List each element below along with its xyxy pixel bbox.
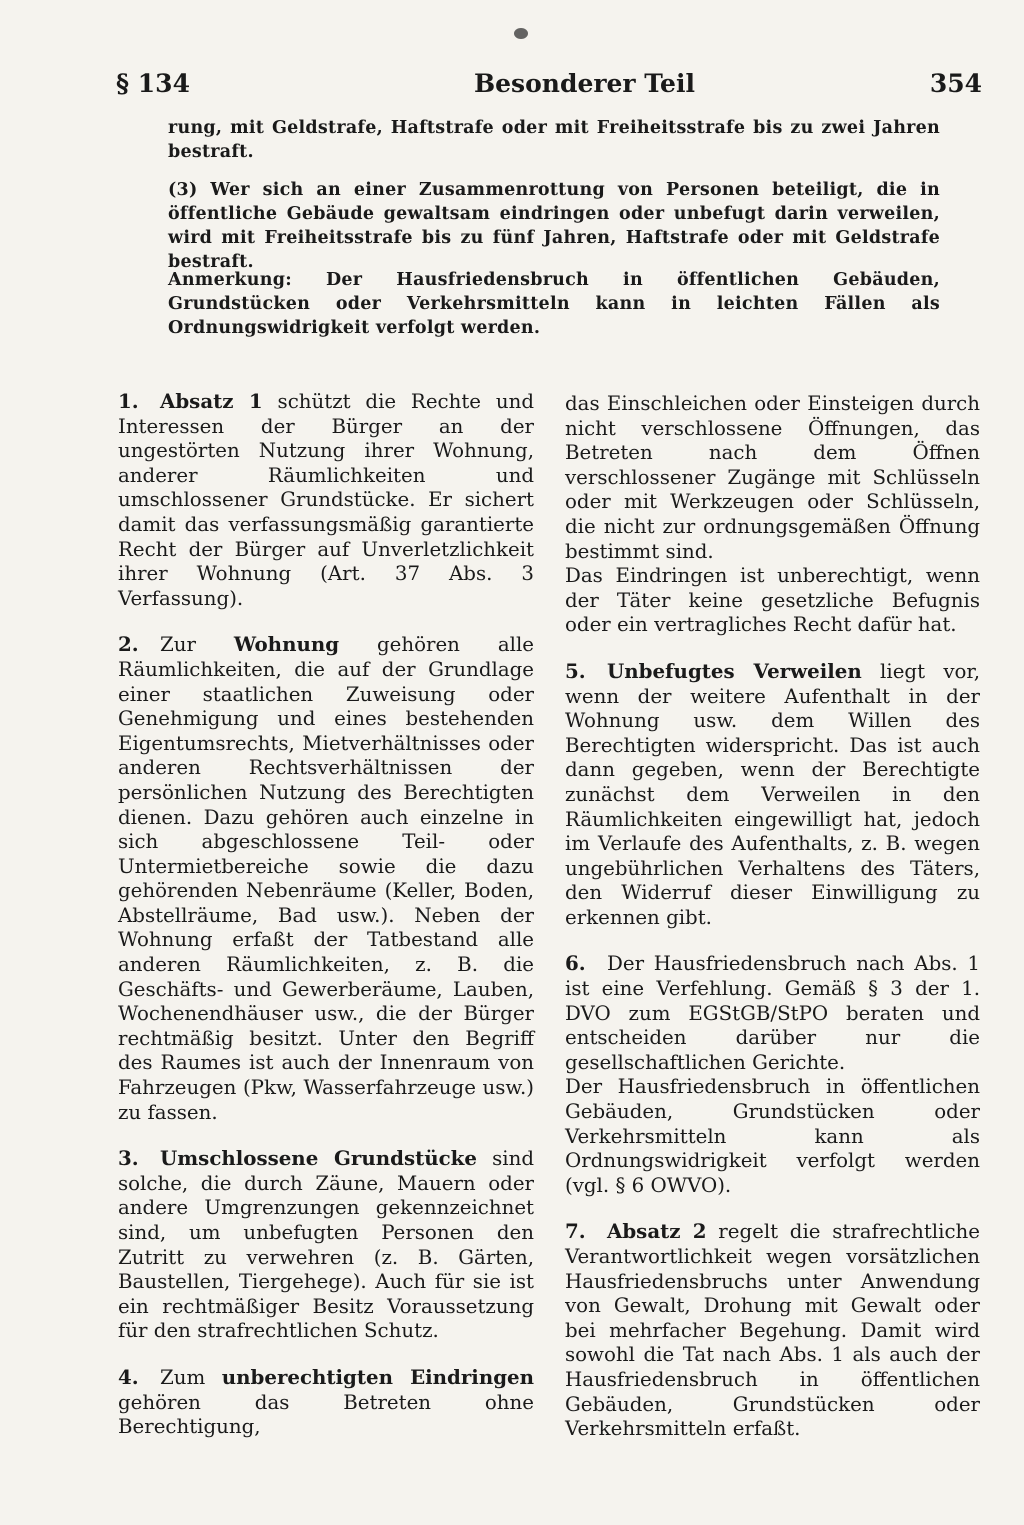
item-term: unberechtigten Eindringen (221, 1364, 535, 1389)
commentary-item-4 (118, 1365, 534, 1440)
item-pre: Zum (160, 1365, 222, 1389)
commentary-item-1 (118, 389, 534, 611)
item-number: 4. (118, 1364, 139, 1389)
commentary-column-left (118, 389, 534, 1440)
law-paragraph-text: (3) Wer sich an einer Zusammenrottung von Personen beteiligt, die in öffentliche Gebäude gewaltsam eindringen oder unbefugt darin verweilen, wird mit Freiheitsstrafe bis zu fünf Jahren, Haftstrafe oder mit Geldstrafe bestraft. (168, 180, 940, 272)
item-number: 1. (118, 389, 139, 413)
item-number: 6. (565, 951, 586, 976)
law-note-text: Anmerkung: Der Hausfriedensbruch in öffentlichen Gebäuden, Grundstücken oder Verkehrsmitteln kann in leichten Fällen als Ordnungswidrigkeit verfolgt werden. (168, 270, 940, 338)
item-text: gehören alle Räumlichkeiten, die auf der Grundlage einer staatlichen Zuweisung oder Genehmigung und eines bestehenden Eigentumsrechts, Mietverhältnisses oder anderen Rechtsverhältnissen der persönlichen Nutzung des Berechtigten dienen. Dazu gehören auch einzelne in sich abgeschlossene Teil- oder Untermietbereiche sowie die dazu gehörenden Nebenräume (Keller, Boden, Abstellräume, Bad usw.). Neben der Wohnung erfaßt der Tatbestand alle anderen Räumlichkeiten, z. B. die Geschäfts- und Gewerberäume, Lauben, Wochenendhäuser usw., die der Bürger rechtmäßig besitzt. Unter den Begriff des Raumes ist auch der Innenraum von Fahrzeugen (Pkw, Wasserfahrzeuge usw.) zu fassen. (118, 633, 534, 1124)
page-number: 354 (929, 69, 982, 98)
commentary-item-4-continued: das Einschleichen oder Einsteigen durch nicht verschlossene Öffnungen, das Betreten nach dem Öffnen verschlossener Zugänge mit Schlüsseln oder mit Werkzeugen oder Schlüsseln, die nicht zur ordnungsgemäßen Öffnung bestimmt sind. (565, 392, 980, 563)
commentary-item-3 (118, 1146, 534, 1344)
law-paragraph-continuation (168, 116, 940, 164)
item-text: schützt die Rechte und Interessen der Bürger an der ungestörten Nutzung ihrer Wohnung, anderer Räumlichkeiten und umschlossener Grundstücke. Er sichert damit das verfassungsmäßig garantierte Recht der Bürger auf Unverletzlichkeit ihrer Wohnung (Art. 37 Abs. 3 Verfassung). (118, 390, 534, 610)
section-number: § 134 (116, 69, 190, 98)
commentary-item-5 (565, 659, 980, 931)
commentary-item-2 (118, 632, 534, 1125)
item-pre: Zur (160, 633, 234, 657)
ink-blot (514, 28, 528, 39)
commentary-item-6 (565, 951, 980, 1075)
commentary-item-7 (565, 1219, 980, 1441)
commentary-item-4-extra: Das Eindringen ist unberechtigt, wenn der Täter keine gesetzliche Befugnis oder ein vertragliches Recht dafür hat. (565, 564, 980, 637)
item-number: 3. (118, 1146, 139, 1171)
commentary-item-6-extra: Der Hausfriedensbruch in öffentlichen Gebäuden, Grundstücken oder Verkehrsmitteln kann als Ordnungswidrigkeit verfolgt werden (vgl. § 6 OWVO). (565, 1075, 980, 1197)
running-title: Besonderer Teil (474, 69, 695, 98)
law-paragraph-text: rung, mit Geldstrafe, Haftstrafe oder mit Freiheitsstrafe bis zu zwei Jahren bestraft. (168, 118, 940, 162)
item-text: gehören das Betreten ohne Berechtigung, (118, 1390, 534, 1439)
commentary-column-right (565, 392, 980, 1442)
item-term: Absatz 1 (160, 389, 263, 413)
item-term: Wohnung (233, 632, 340, 657)
item-text: regelt die strafrechtliche Verantwortlichkeit wegen vorsätzlichen Hausfriedensbruchs unter Anwendung von Gewalt, Drohung mit Gewalt oder bei mehrfacher Begehung. Damit wird sowohl die Tat nach Abs. 1 als auch der Hausfriedensbruch in öffentlichen Gebäuden, Grundstücken oder Verkehrsmitteln erfaßt. (565, 1220, 980, 1441)
item-number: 5. (565, 658, 586, 683)
item-term: Umschlossene Grundstücke (160, 1146, 477, 1171)
law-note (168, 268, 940, 340)
item-term: Unbefugtes Verweilen (607, 658, 862, 683)
item-number: 7. (565, 1219, 586, 1244)
law-paragraph-3 (168, 178, 940, 274)
item-text: sind solche, die durch Zäune, Mauern oder andere Umgrenzungen gekennzeichnet sind, um unbefugten Personen den Zutritt zu verwehren (z. B. Gärten, Baustellen, Tiergehege). Auch für sie ist ein rechtmäßiger Besitz Voraussetzung für den strafrechtlichen Schutz. (118, 1147, 534, 1343)
item-text: liegt vor, wenn der weitere Aufenthalt in der Wohnung usw. dem Willen des Berechtigten widerspricht. Das ist auch dann gegeben, wenn der Berechtigte zunächst dem Verweilen in den Räumlichkeiten eingewilligt hat, jedoch im Verlaufe des Aufenthalts, z. B. wegen ungebührlichen Verhaltens des Täters, den Widerruf dieser Einwilligung zu erkennen gibt. (565, 659, 981, 929)
item-text: Der Hausfriedensbruch nach Abs. 1 ist eine Verfehlung. Gemäß § 3 der 1. DVO zum EGStGB/StPO beraten und entscheiden darüber nur die gesellschaftlichen Gerichte. (565, 952, 980, 1074)
item-term: Absatz 2 (607, 1219, 707, 1244)
item-number: 2. (118, 632, 139, 657)
